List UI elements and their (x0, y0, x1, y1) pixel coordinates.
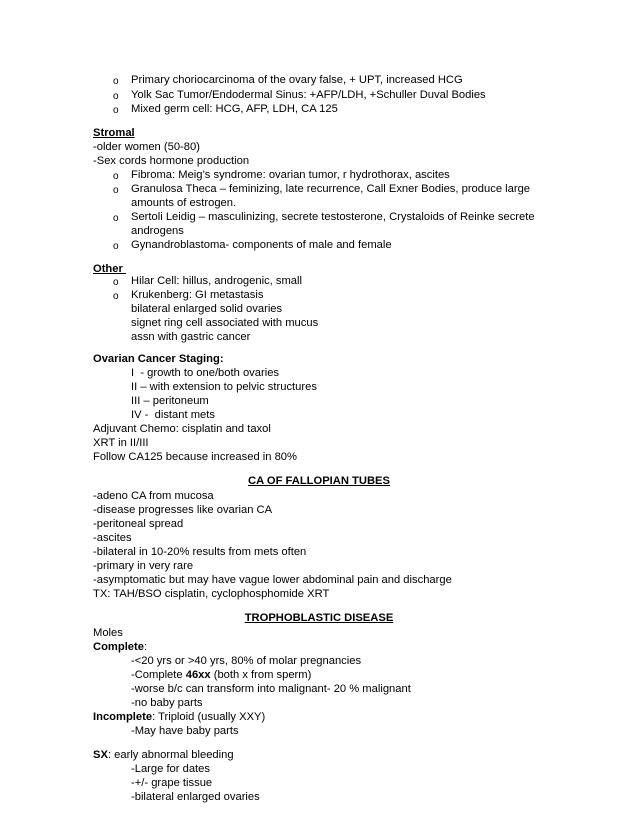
germ-cell-item: Yolk Sac Tumor/Endodermal Sinus: +AFP/LDH, +Schuller Duval Bodies (131, 89, 486, 101)
other-heading: Other (93, 263, 126, 275)
trophoblastic-heading: TROPHOBLASTIC DISEASE (244, 612, 394, 624)
fallopian-line: TX: TAH/BSO cisplatin, cyclophosphomide XRT (93, 588, 330, 600)
stage-line: II – with extension to pelvic structures (131, 381, 317, 393)
incomplete-detail: -May have baby parts (131, 725, 239, 737)
stage-line: I - growth to one/both ovaries (131, 367, 280, 379)
other-subitem: assn with gastric cancer (131, 331, 251, 343)
complete-detail: -worse b/c can transform into malignant- 20 % malignant (131, 683, 411, 695)
incomplete-rest: : Triploid (usually XXY) (152, 711, 266, 723)
bullet-marker: o (113, 171, 119, 182)
complete-46xx-pre: -Complete (131, 669, 186, 681)
sx-label: SX (93, 749, 108, 761)
other-subitem: bilateral enlarged solid ovaries (131, 303, 283, 315)
complete-label: Complete (93, 641, 144, 653)
other-subitem: signet ring cell associated with mucus (131, 317, 319, 329)
complete-detail: -no baby parts (131, 697, 203, 709)
stromal-intro-line: -older women (50-80) (93, 141, 200, 153)
stromal-item-continuation: androgens (131, 225, 184, 237)
bullet-marker: o (113, 105, 119, 116)
incomplete-line (93, 711, 265, 724)
complete-suffix: : (143, 641, 148, 653)
sx-rest: : early abnormal bleeding (107, 749, 234, 761)
stromal-item: Fibroma: Meig’s syndrome: ovarian tumor, r hydrothorax, ascites (131, 169, 450, 181)
stromal-item: Granulosa Theca – feminizing, late recurrence, Call Exner Bodies, produce large (131, 183, 531, 195)
stromal-intro-line: -Sex cords hormone production (93, 155, 250, 167)
complete-line (93, 641, 147, 654)
bullet-marker: o (113, 213, 119, 224)
bullet-marker: o (113, 91, 119, 102)
stromal-item: Gynandroblastoma- components of male and female (131, 239, 392, 251)
fallopian-line: -bilateral in 10-20% results from mets often (93, 546, 307, 558)
fallopian-line: -peritoneal spread (93, 518, 184, 530)
fallopian-line: -disease progresses like ovarian CA (93, 504, 273, 516)
staging-note: XRT in II/III (93, 437, 149, 449)
stromal-item: Sertoli Leidig – masculinizing, secrete testosterone, Crystaloids of Reinke secrete (131, 211, 535, 223)
sx-detail: -bilateral enlarged ovaries (131, 791, 260, 803)
fallopian-line: -primary in very rare (93, 560, 194, 572)
complete-46xx-line (131, 669, 311, 682)
germ-cell-item: Primary choriocarcinoma of the ovary false, + UPT, increased HCG (131, 74, 463, 86)
incomplete-label: Incomplete (93, 711, 153, 723)
fallopian-line: -asymptomatic but may have vague lower abdominal pain and discharge (93, 574, 452, 586)
sx-detail: -+/- grape tissue (131, 777, 213, 789)
stromal-heading: Stromal (93, 127, 135, 139)
complete-detail: -<20 yrs or >40 yrs, 80% of molar pregnancies (131, 655, 362, 667)
bullet-marker: o (113, 185, 119, 196)
bullet-marker: o (113, 76, 119, 87)
fallopian-line: -adeno CA from mucosa (93, 490, 214, 502)
fallopian-line: -ascites (93, 532, 132, 544)
other-item: Hilar Cell: hillus, androgenic, small (131, 275, 302, 287)
staging-note: Follow CA125 because increased in 80% (93, 451, 297, 463)
karyotype-46xx: 46xx (185, 669, 211, 681)
stage-line: IV - distant mets (131, 409, 215, 421)
staging-note: Adjuvant Chemo: cisplatin and taxol (93, 423, 271, 435)
staging-heading: Ovarian Cancer Staging: (93, 353, 224, 365)
stage-line: III – peritoneum (131, 395, 209, 407)
bullet-marker: o (113, 241, 119, 252)
fallopian-heading: CA OF FALLOPIAN TUBES (248, 475, 390, 487)
sx-line (93, 749, 234, 762)
germ-cell-item: Mixed germ cell: HCG, AFP, LDH, CA 125 (131, 103, 338, 115)
moles-label: Moles (93, 627, 123, 639)
other-item: Krukenberg: GI metastasis (131, 289, 264, 301)
stromal-item-continuation: amounts of estrogen. (131, 197, 237, 209)
bullet-marker: o (113, 277, 119, 288)
complete-46xx-post: (both x from sperm) (210, 669, 312, 681)
sx-detail: -Large for dates (131, 763, 210, 775)
bullet-marker: o (113, 291, 119, 302)
